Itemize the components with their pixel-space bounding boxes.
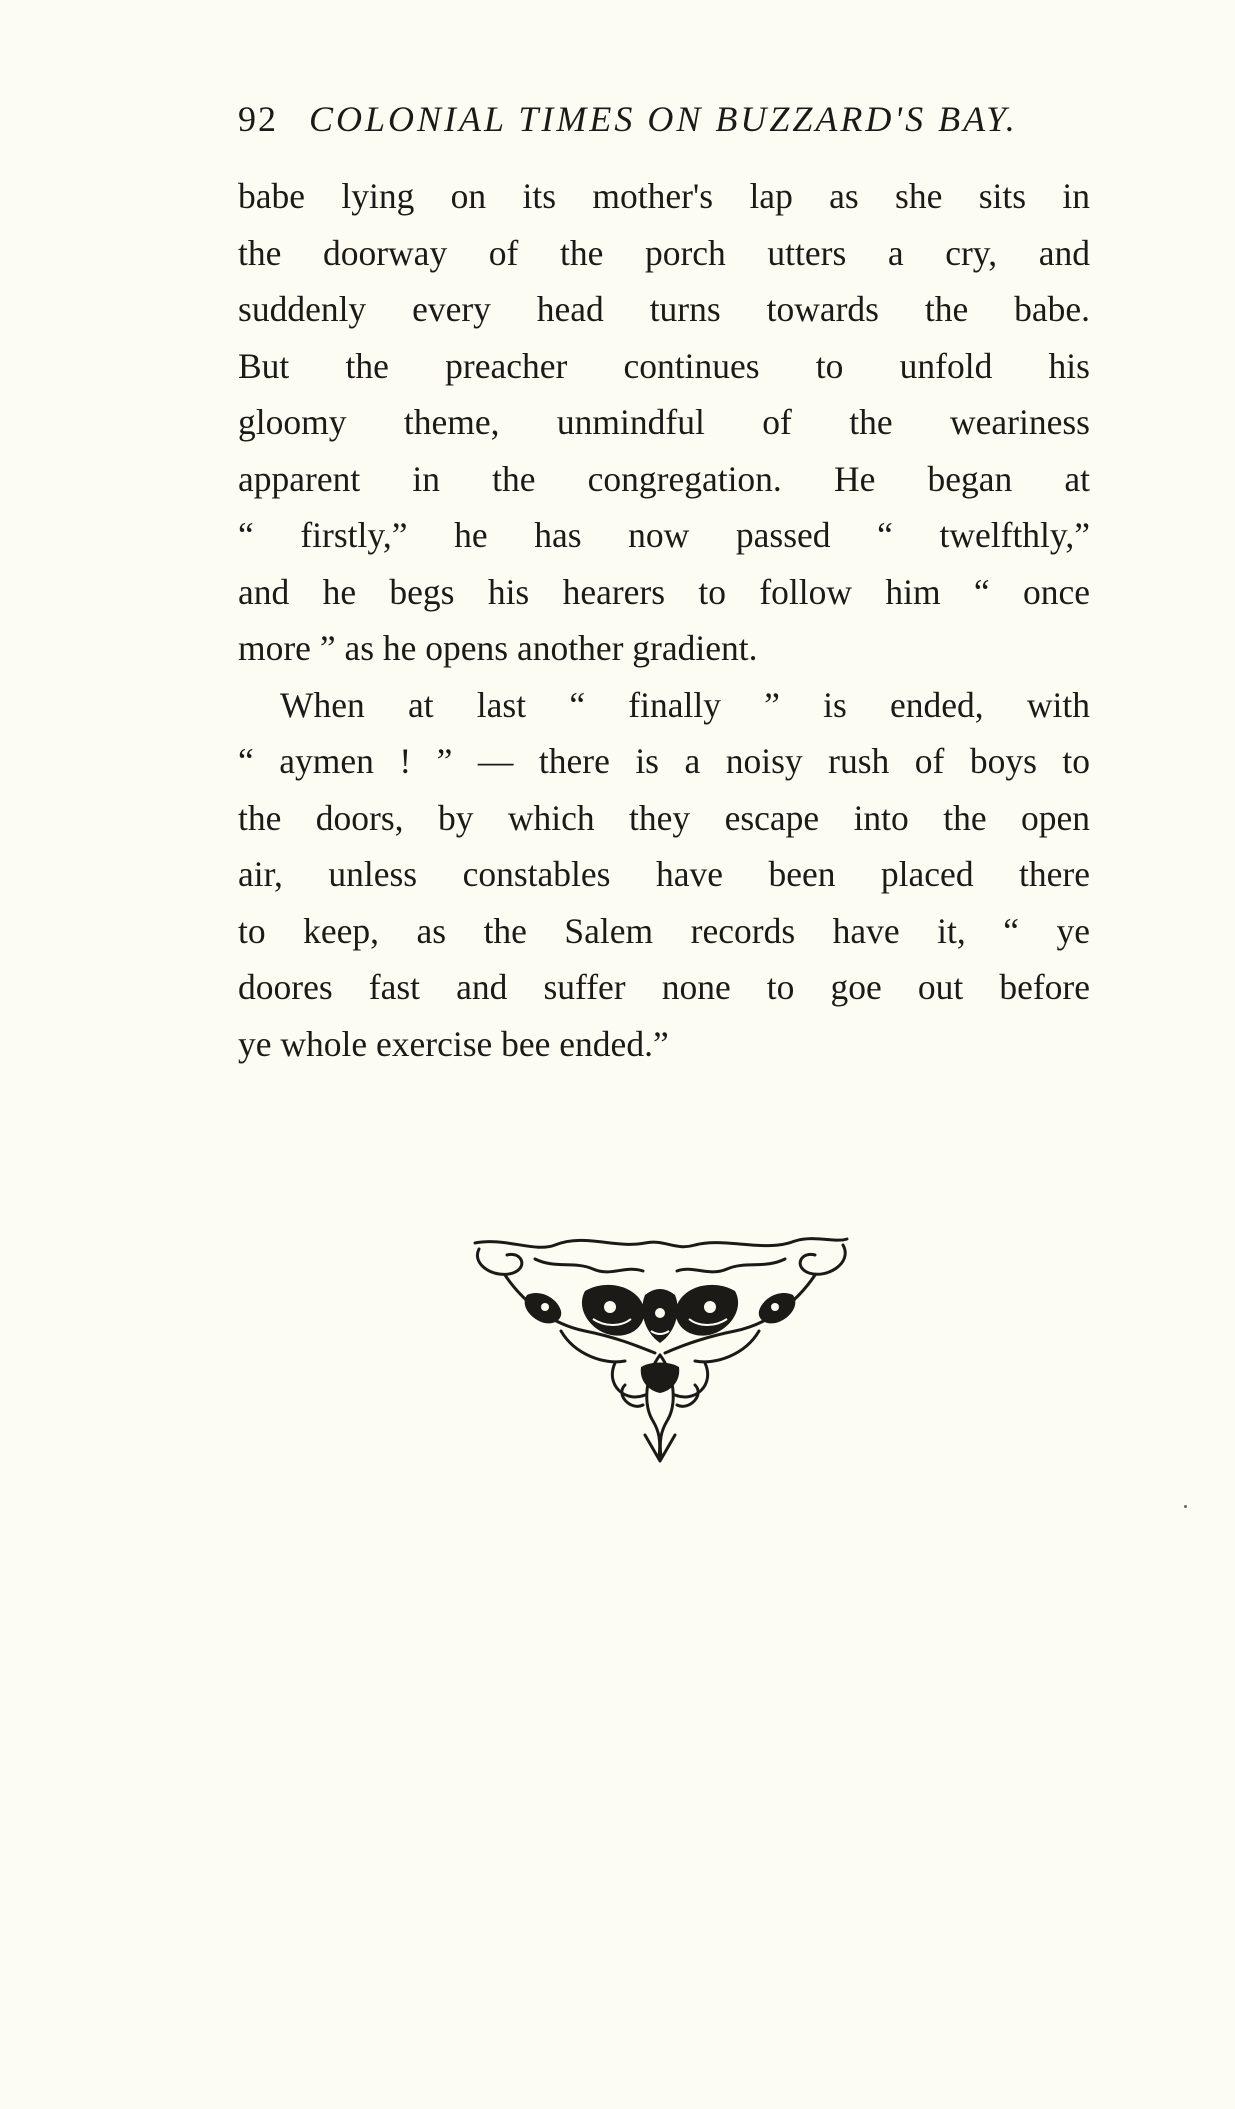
text-line: apparent in the congregation. He began at	[238, 458, 1090, 499]
running-head	[238, 98, 1018, 140]
text-line: air, unless constables have been placed there	[238, 854, 1090, 894]
decorative-tailpiece-ornament-icon	[465, 1235, 855, 1465]
body-text	[238, 168, 1090, 1072]
running-title: COLONIAL TIMES ON BUZZARD'S BAY.	[309, 99, 1018, 139]
text-line: and he begs his hearers to follow him “ once	[238, 571, 1090, 612]
text-line: more ” as he opens another gradient.	[238, 628, 758, 668]
page-number: 92	[238, 99, 278, 139]
text-line: suddenly every head turns towards the babe.	[238, 289, 1090, 329]
text-line: to keep, as the Salem records have it, “ ye	[238, 910, 1090, 951]
text-line: doores fast and suffer none to goe out before	[238, 967, 1090, 1007]
text-line: When at last “ finally ” is ended, with	[280, 684, 1090, 725]
text-line: babe lying on its mother's lap as she sits in	[238, 176, 1090, 216]
text-line: “ firstly,” he has now passed “ twelfthly,”	[238, 515, 1090, 555]
text-line: gloomy theme, unmindful of the weariness	[238, 402, 1090, 442]
text-line: But the preacher continues to unfold his	[238, 345, 1090, 386]
text-line: the doors, by which they escape into the open	[238, 797, 1090, 838]
text-line: ye whole exercise bee ended.”	[238, 1023, 669, 1064]
text-line: the doorway of the porch utters a cry, and	[238, 232, 1090, 273]
text-line: “ aymen ! ” — there is a noisy rush of boys to	[238, 741, 1090, 781]
paper-speck	[1184, 1505, 1187, 1508]
